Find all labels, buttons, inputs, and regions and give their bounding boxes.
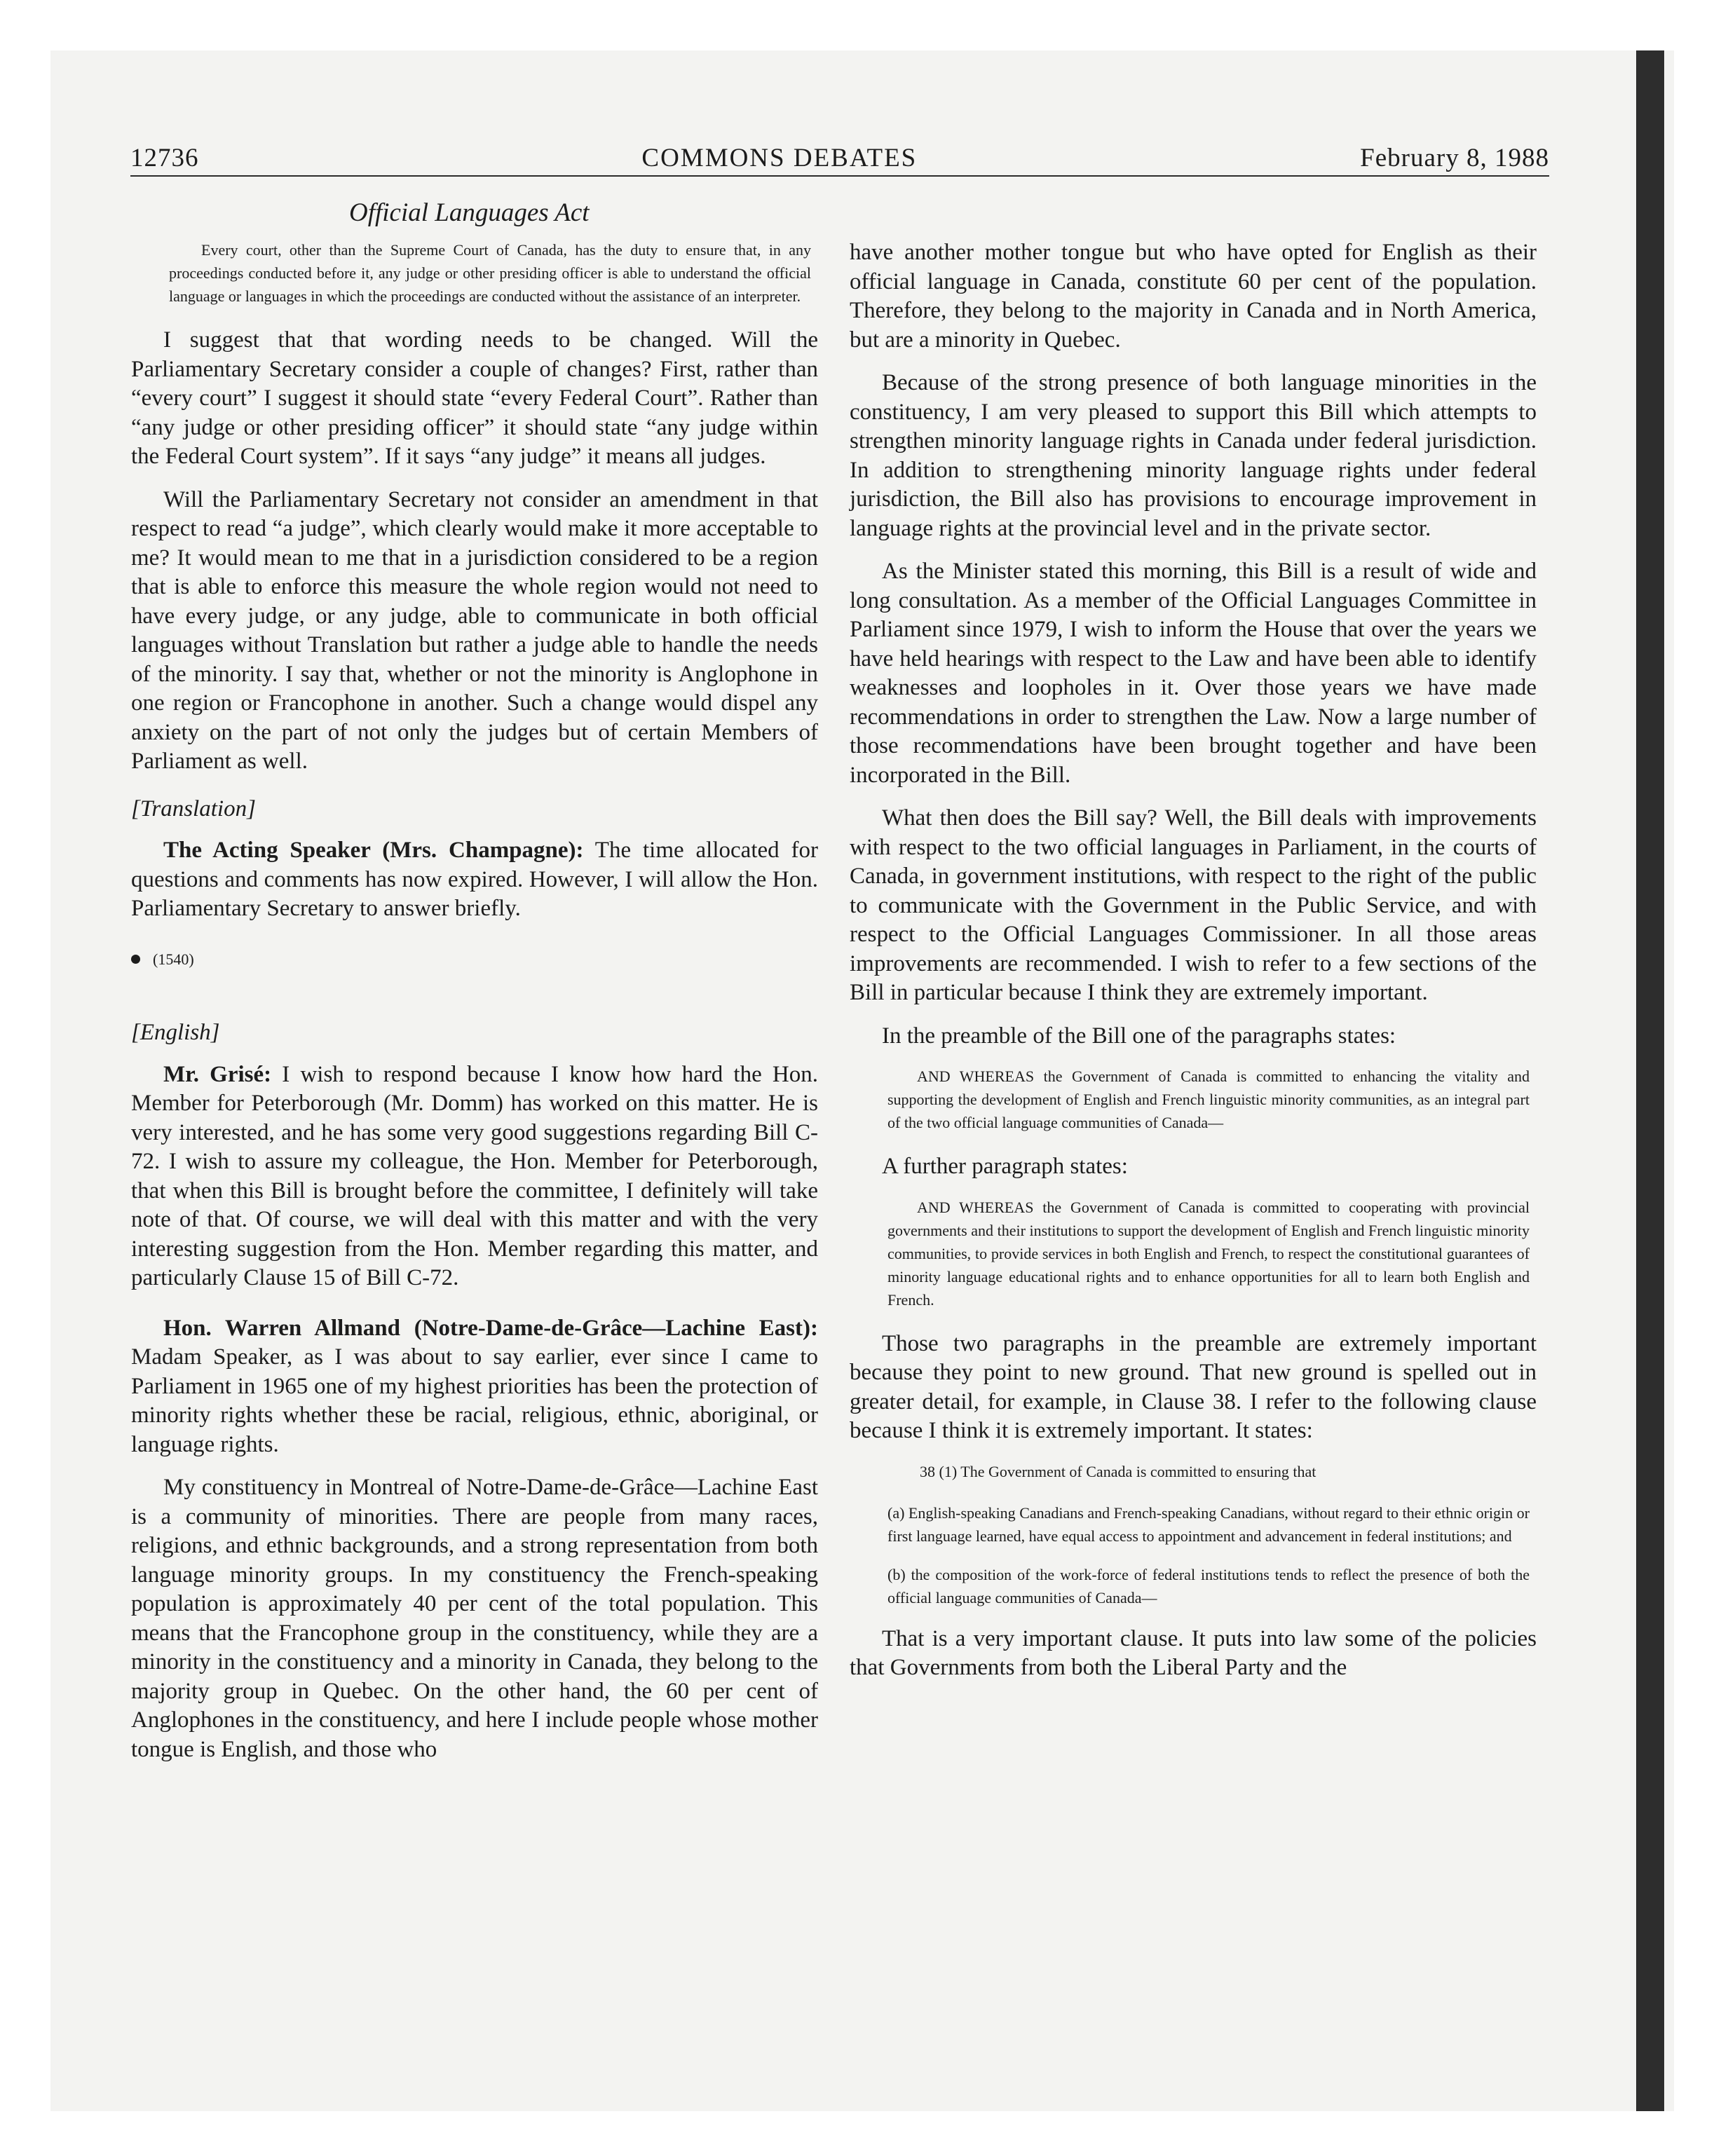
running-head: Official Languages Act [349,198,590,227]
speech-paragraph [131,836,818,924]
paragraph: What then does the Bill say? Well, the Bill deals with improvements with respect to the two official languages in Parliament, in the courts of Canada, in government institutions, with respect to the right of the public to communicate with the Government in the Public Service, and with respect to the Official Languages Commissioner. In all those areas improvements are recommended. I wish to refer to a few sections of the Bill in particular because I think they are extremely important. [850,805,1537,1005]
quoted-clause: (b) the composition of the work-force of federal institutions tends to reflect the presence of both the official language communities of Canada— [887,1565,1530,1606]
quoted-preamble: AND WHEREAS the Government of Canada is committed to cooperating with provincial governments and their institutions to support the development of English and French linguistic minority communities, to provide services in both English and French, to respect the constitutional guarantees of minority language educational rights and to enhance opportunities for all to learn both English and French. [887,1198,1530,1309]
paragraph: I suggest that that wording needs to be changed. Will the Parliamentary Secretary consider a couple of changes? First, rather than “every court” I suggest it should state “every Federal Court”. Rather than “any judge or other presiding officer” it should state “any judge within the Federal Court system”. If it says “any judge” it means all judges. [131,327,818,469]
paragraph: Will the Parliamentary Secretary not consider an amendment in that respect to read “a judge”, which clearly would make it more acceptable to me? It would mean to me that in a jurisdiction considered to be a region that is able to enforce this measure the whole region would not need to have every judge, or any judge, able to communicate in both official languages without Translation but rather a judge able to handle the needs of the minority. I say that, whether or not the minority is Anglophone in one region or Francophone in another. Such a change would dispel any anxiety on the part of not only the judges but of certain Members of Parliament as well. [131,486,818,774]
speech-text: I wish to respond because I know how hard the Hon. Member for Peterborough (Mr. Domm) has worked on this matter. He is very interested, and he has some very good suggestions regarding Bill C-72. I wish to assure my colleague, the Hon. Member for Peterborough, that when this Bill is brought before the committee, I definitely will take note of that. Of course, we will deal with this matter and with the very interesting suggestion from the Hon. Member regarding this matter, and particularly Clause 15 of Bill C-72. [131,1061,818,1290]
speech-paragraph [131,1314,818,1460]
page-header [130,143,1549,173]
paragraph: That is a very important clause. It puts into law some of the policies that Governments from both the Liberal Party and the [850,1625,1537,1680]
publication-date: February 8, 1988 [1360,144,1549,172]
header-rule [130,175,1549,177]
paragraph: Because of the strong presence of both language minorities in the constituency, I am very pleased to support this Bill which attempts to strengthen minority language rights in Canada under federal jurisdiction. In addition to strengthening minority language rights under federal jurisdiction, the Bill also has provisions to encourage improvement in language rights at the provincial level and in the private sector. [850,370,1537,541]
paragraph: In the preamble of the Bill one of the paragraphs states: [882,1023,1396,1049]
quoted-preamble: AND WHEREAS the Government of Canada is committed to enhancing the vitality and supporting the development of English and French linguistic minority communities, as an integral part of the two official language communities of Canada— [887,1067,1530,1131]
speaker-name: The Acting Speaker (Mrs. Champagne): [163,838,584,863]
speech-text: The time allocated for questions and comments has now expired. However, I will allow the Hon. Parliamentary Secretary to answer briefly. [131,838,818,921]
speech-text: Madam Speaker, as I was about to say earlier, ever since I came to Parliament in 1965 one of my highest priorities has been the protection of minority rights whether these be racial, religious, ethnic, aboriginal, or language rights. [131,1344,818,1457]
quoted-clause: (a) English-speaking Canadians and French-speaking Canadians, without regard to their ethnic origin or first language learned, have equal access to appointment and advancement in federal institutions; and [887,1503,1530,1545]
speaker-name: Hon. Warren Allmand (Notre-Dame-de-Grâce—Lachine East): [163,1315,818,1341]
left-column [131,238,818,1778]
bullet-icon [131,955,140,964]
speaker-name: Mr. Grisé: [163,1061,272,1087]
timestamp: (1540) [153,950,194,968]
paragraph: A further paragraph states: [882,1154,1128,1179]
speech-paragraph [131,1060,818,1293]
quoted-text: Every court, other than the Supreme Court of Canada, has the duty to ensure that, in any proceedings conducted before it, any judge or other presiding officer is able to understand the official language or languages in which the proceedings are conducted without the assistance of an interpreter. [169,241,811,305]
quoted-clause: 38 (1) The Government of Canada is committed to ensuring that [920,1462,1316,1480]
paragraph: Those two paragraphs in the preamble are extremely important because they point to new ground. That new ground is spelled out in greater detail, for example, in Clause 38. I refer to the following clause because I think it is extremely important. It states: [850,1330,1537,1443]
page-number: 12736 [130,144,199,172]
paragraph: have another mother tongue but who have opted for English as their official language in Canada, constitute 60 per cent of the population. Therefore, they belong to the majority in Canada and in North America, but are a minority in Quebec. [850,240,1537,353]
language-tag-english: [English] [131,1020,220,1045]
paragraph: As the Minister stated this morning, this Bill is a result of wide and long consultation. As a member of the Official Languages Committee in Parliament since 1979, I wish to inform the House that over the years we have held hearings with respect to the Law and have been able to identify weaknesses and loopholes in it. Over those years we have made recommendations in order to strengthen the Law. Now a large number of those recommendations have been brought together and have been incorporated in the Bill. [850,559,1537,788]
right-column [850,238,1537,1697]
timestamp-marker [131,945,818,974]
publication-title: COMMONS DEBATES [641,144,918,172]
paragraph: My constituency in Montreal of Notre-Dame-de-Grâce—Lachine East is a community of minorities. There are people from many races, religions, and ethnic backgrounds, and a strong representation from both language minority groups. In my constituency the French-speaking population is approximately 40 per cent of the total population. This means that the Francophone group in the constituency, while they are a minority in the constituency and a minority in Canada, they belong to the majority group in Quebec. On the other hand, the 60 per cent of Anglophones in the constituency, and here I include people whose mother tongue is English, and those who [131,1475,818,1762]
language-tag-translation: [Translation] [131,796,256,821]
